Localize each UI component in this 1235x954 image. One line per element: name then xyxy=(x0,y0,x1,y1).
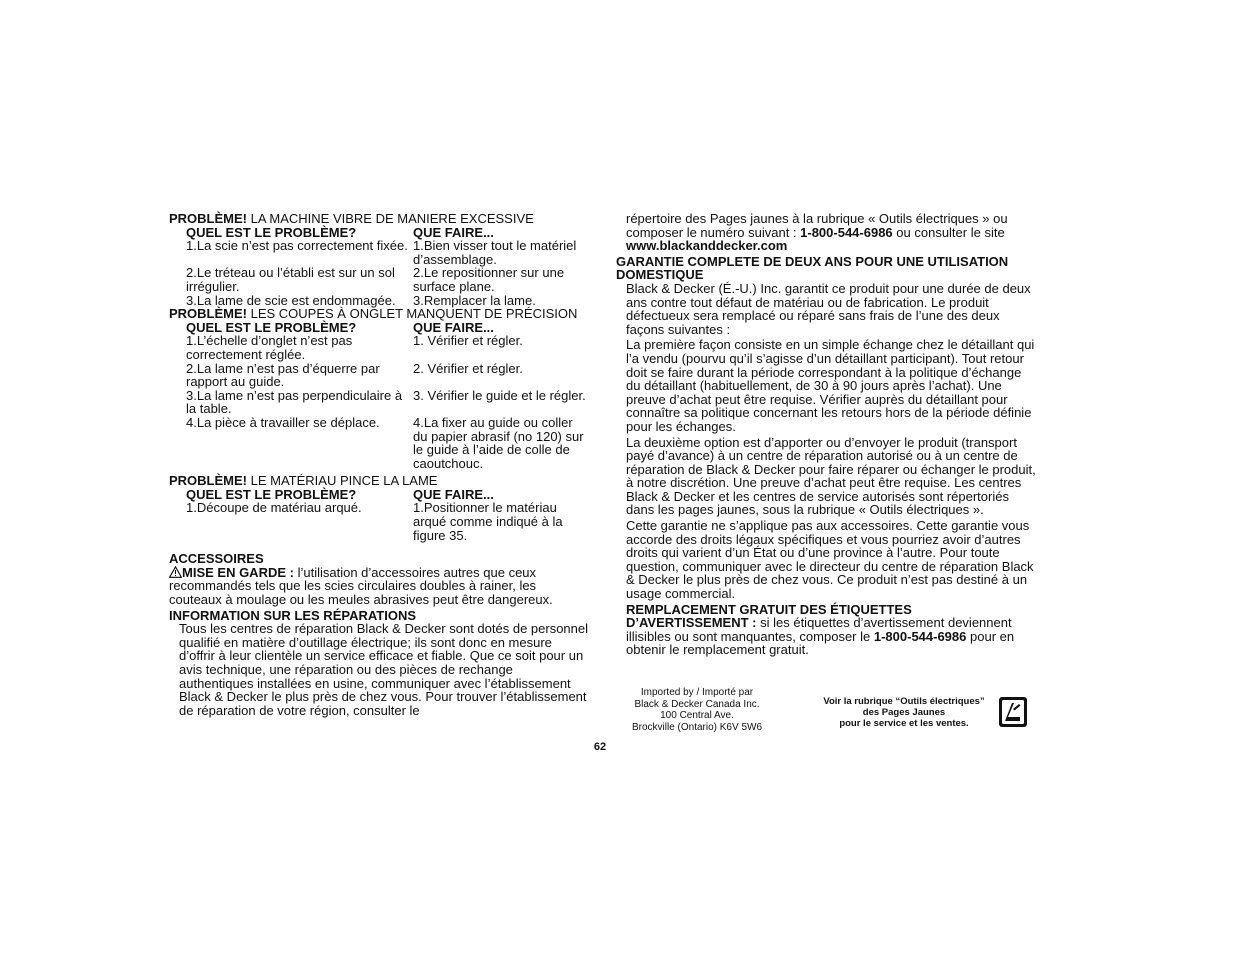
left-column xyxy=(169,212,589,717)
importer-line: Black & Decker Canada Inc. xyxy=(634,698,760,710)
problem-label: PROBLÈME! xyxy=(169,473,247,489)
reparations-heading: INFORMATION SUR LES RÉPARATIONS xyxy=(169,607,416,623)
col-problem-header: QUEL EST LE PROBLÈME? xyxy=(186,486,357,502)
remplacement-text: si les étiquettes d’avertissement deviennent illisibles ou sont manquantes, composer le xyxy=(626,615,1012,644)
problem-title: LE MATÉRIAU PINCE LA LAME xyxy=(247,473,438,489)
problem-row xyxy=(169,334,589,361)
reparations-text: Tous les centres de réparation Black & Decker sont dotés de personnel qualifié en matière d’outillage électrique; ils sont donc en mesure d’offrir à leur clientèle un service efficace et fiable. Que ce soit pour un avis technique, une réparation ou des pièces de rechange authentiques installées en usine, communiquer avec l’établissement Black & Decker le plus près de chez vous. Pour trouver l’établissement de réparation de votre région, consulter le xyxy=(179,621,589,718)
continuation-paragraph xyxy=(616,212,1036,253)
problem-label: PROBLÈME! xyxy=(169,211,247,226)
warning-label: MISE EN GARDE : xyxy=(182,564,294,580)
col-action-header: QUE FAIRE... xyxy=(413,486,494,502)
continuation-text: ou consulter le site xyxy=(892,224,1005,240)
problem-heading xyxy=(169,307,589,321)
footer xyxy=(616,687,1036,735)
continuation-text: répertoire des Pages jaunes à la rubrique « Outils électriques » ou composer le numéro suivant : xyxy=(626,211,1008,240)
col-problem-header: QUEL EST LE PROBLÈME? xyxy=(186,224,357,240)
remplacement-paragraph xyxy=(616,603,1036,657)
problem-cause: 3.La lame n’est pas perpendiculaire à la table. xyxy=(186,387,403,417)
problem-table-header xyxy=(169,321,589,335)
col-action-header: QUE FAIRE... xyxy=(413,319,494,335)
yellow-pages-line: Voir la rubrique “Outils électriques” xyxy=(823,696,985,707)
problem-row xyxy=(169,239,589,266)
problem-row xyxy=(169,362,589,389)
problem-row xyxy=(169,266,589,293)
problem-heading xyxy=(169,212,589,226)
problem-title: LA MACHINE VIBRE DE MANIERE EXCESSIVE xyxy=(247,211,534,226)
problem-cause: 4.La pièce à travailler se déplace. xyxy=(186,414,380,430)
problem-section xyxy=(169,307,589,470)
garantie-paragraph: La première façon consiste en un simple échange chez le détaillant qui l’a vendu (pourvu qu’il s’agisse d’un détaillant participant). Tout retour doit se faire durant la période correspondant à la politique d’échange du détaillant (habituellement, de 30 à 90 jours après l’achat). Une preuve d’achat peut être requise. Vérifier auprès du détaillant pour connaître sa politique concernant les retours hors de la période définie pour les échanges. xyxy=(626,337,1035,434)
problem-fix: 1.Positionner le matériau arqué comme indiqué à la figure 35. xyxy=(413,500,563,543)
garantie-paragraph: Cette garantie ne s’applique pas aux accessoires. Cette garantie vous accorde des droits légaux spécifiques et vous pourriez avoir d’autres droits qui varient d’un État ou d’une province à l’autre. Pour toute question, communiquer avec le directeur du centre de réparation Black & Decker le plus près de chez vous. Ce produit n’est pas destiné à un usage commercial. xyxy=(626,518,1034,602)
problem-cause: 1.Découpe de matériau arqué. xyxy=(186,500,362,516)
problem-cause: 3.La lame de scie est endommagée. xyxy=(186,292,396,308)
right-column xyxy=(616,212,1036,657)
phone-number: 1-800-544-6986 xyxy=(800,224,893,240)
page-number: 62 xyxy=(593,741,607,753)
problem-table-header xyxy=(169,488,589,502)
problem-row xyxy=(169,389,589,416)
problem-fix: 2. Vérifier et régler. xyxy=(413,360,523,376)
problem-cause: 2.Le tréteau ou l’établi est sur un sol irrégulier. xyxy=(186,265,395,294)
problem-row xyxy=(169,501,589,542)
yellow-pages-line: pour le service et les ventes. xyxy=(839,718,969,729)
problem-fix: 1.Bien visser tout le matériel d’assemblage. xyxy=(413,238,577,267)
problem-section xyxy=(169,212,589,307)
problem-cause: 1.La scie n’est pas correctement fixée. xyxy=(186,238,408,254)
remplacement-text: pour en obtenir le remplacement gratuit. xyxy=(626,628,1015,658)
website-link: www.blackanddecker.com xyxy=(626,238,788,254)
importer-line: Imported by / Importé par xyxy=(640,687,754,698)
accessoires-warning xyxy=(169,566,589,607)
problem-cause: 2.La lame n’est pas d’équerre par rapport au guide. xyxy=(186,360,380,390)
accessoires-heading: ACCESSOIRES xyxy=(169,551,264,567)
problem-row xyxy=(169,416,589,470)
garantie-paragraph: La deuxième option est d’apporter ou d’envoyer le produit (transport payé d’avance) à un centre de réparation autorisé ou à un centre de réparation de Black & Decker pour faire réparer ou échanger le produit, à notre discrétion. Une preuve d’achat peut être requise. Les centres Black & Decker et les centres de service autorisés sont répertoriés dans les pages jaunes, sous la rubrique « Outils électriques ». xyxy=(626,434,1036,518)
problem-section xyxy=(169,474,589,542)
problem-fix: 2.Le repositionner sur une surface plane. xyxy=(413,265,565,294)
problem-row xyxy=(169,294,589,308)
yellow-pages-icon xyxy=(999,697,1027,727)
phone-number: 1-800-544-6986 xyxy=(873,628,967,644)
problem-fix: 3.Remplacer la lame. xyxy=(413,292,536,308)
col-problem-header: QUEL EST LE PROBLÈME? xyxy=(186,319,357,335)
col-action-header: QUE FAIRE... xyxy=(413,224,494,240)
remplacement-heading: REMPLACEMENT GRATUIT DES ÉTIQUETTES D’AVERTISSEMENT : xyxy=(626,601,912,631)
problem-label: PROBLÈME! xyxy=(169,306,247,322)
yellow-pages-note xyxy=(804,696,1004,729)
problem-fix: 4.La fixer au guide ou coller du papier abrasif (no 120) sur le guide à l’aide de colle de caoutchouc. xyxy=(413,414,584,471)
importer-line: 100 Central Ave. xyxy=(660,710,734,721)
problem-cause: 1.L’échelle d’onglet n’est pas correctement réglée. xyxy=(186,333,353,362)
garantie-paragraph: Black & Decker (É.-U.) Inc. garantit ce produit pour une durée de deux ans contre tout défaut de matériau ou de fabrication. Le produit défectueux sera remplacé ou réparé sans frais de l’une des deux façons suivantes : xyxy=(626,280,1031,337)
problem-fix: 1. Vérifier et régler. xyxy=(413,333,523,349)
importer-address xyxy=(616,687,778,733)
problem-title: LES COUPES À ONGLET MANQUENT DE PRÉCISION xyxy=(247,306,578,322)
importer-line: Brockville (Ontario) K6V 5W6 xyxy=(631,721,763,733)
yellow-pages-line: des Pages Jaunes xyxy=(862,707,946,718)
warning-text: l’utilisation d’accessoires autres que ceux recommandés tels que les scies circulaires doubles à rainer, les couteaux à moulage ou les meules abrasives peut être dangereux. xyxy=(169,564,553,608)
problem-heading xyxy=(169,474,589,488)
problem-table-header xyxy=(169,226,589,240)
garantie-heading: GARANTIE COMPLETE DE DEUX ANS POUR UNE UTILISATION DOMESTIQUE xyxy=(616,253,1009,283)
problem-fix: 3. Vérifier le guide et le régler. xyxy=(413,387,586,403)
